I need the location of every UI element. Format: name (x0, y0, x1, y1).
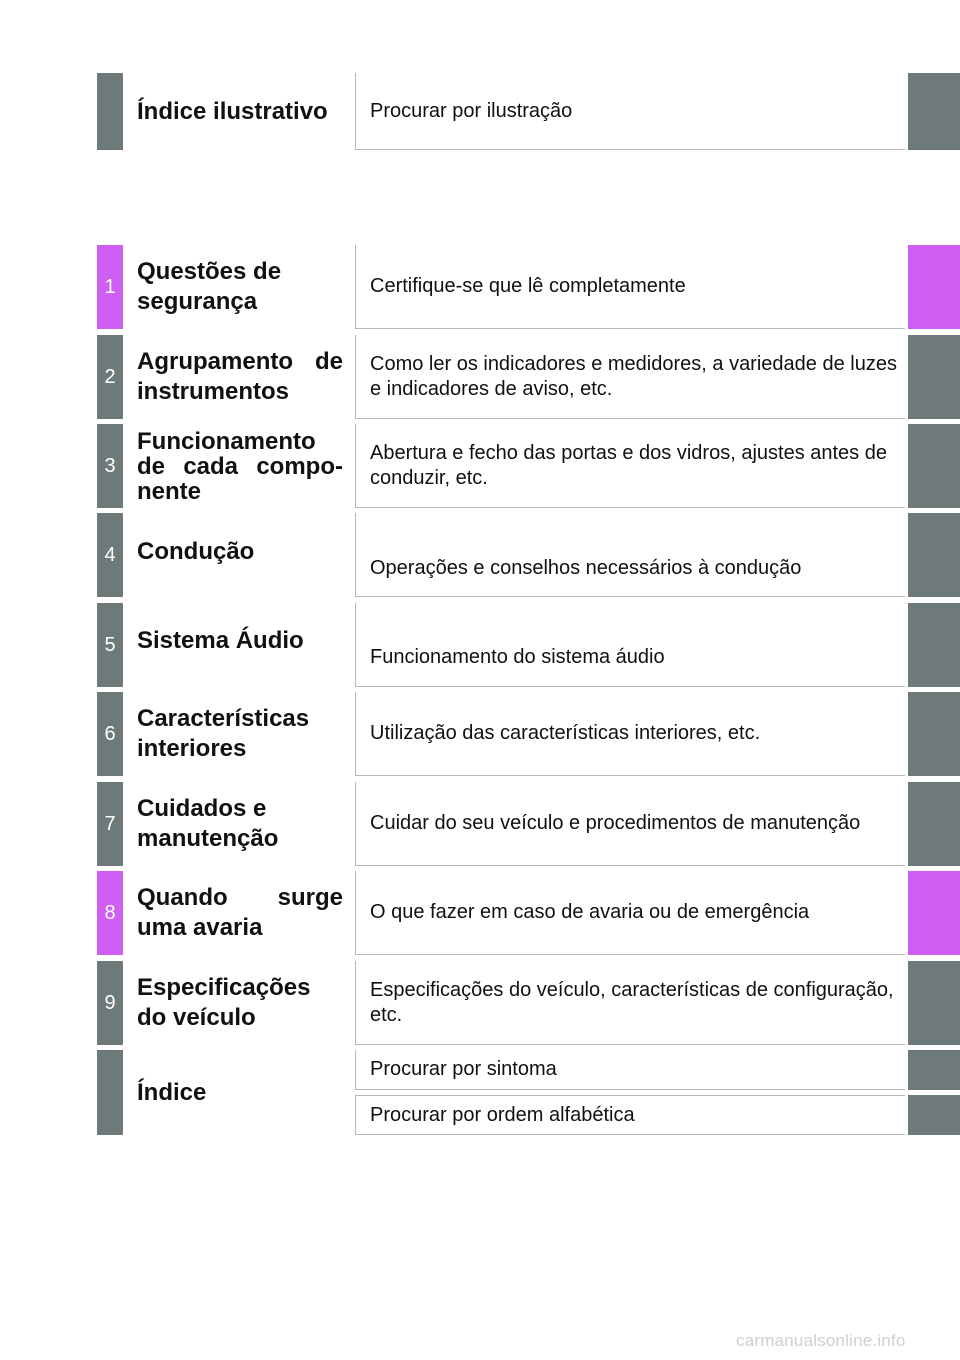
edge-thumb-tab (908, 513, 960, 597)
section-title: Índice ilustrativo (137, 97, 328, 125)
index-item-symptom[interactable]: Procurar por sintoma (355, 1050, 905, 1090)
illustrated-index-row[interactable] (97, 73, 960, 150)
section-description: Procurar por ilustração (355, 73, 905, 150)
section-description: Especificações do veículo, características de configuração, etc. (355, 961, 905, 1045)
toc-index (97, 1050, 960, 1135)
index-item-alphabetical[interactable]: Procurar por ordem alfabética (355, 1095, 905, 1135)
edge-thumb-tab (908, 335, 960, 419)
section-description: Como ler os indicadores e medidores, a variedade de luzes e indicadores de aviso, etc. (355, 335, 905, 419)
section-title: Quando surge uma avaria (137, 884, 343, 941)
edge-thumb-tab (908, 245, 960, 329)
toc-section-9[interactable] (97, 961, 960, 1045)
section-description: Cuidar do seu veículo e procedimentos de manutenção (355, 782, 905, 866)
toc-section-2[interactable] (97, 335, 960, 419)
edge-thumb-tab (908, 782, 960, 866)
section-description: Funcionamento do sistema áudio (355, 603, 905, 687)
edge-thumb-tab (908, 871, 960, 955)
section-number-tab: 2 (97, 335, 123, 419)
section-title: Questões de segurança (137, 258, 282, 315)
section-title: Sistema Áudio (137, 627, 304, 654)
edge-thumb-tab (908, 424, 960, 508)
section-number-tab: 4 (97, 513, 123, 597)
section-number-tab (97, 73, 123, 150)
section-title: Condução (137, 538, 255, 565)
edge-thumb-tab (908, 1095, 960, 1135)
section-number-tab: 6 (97, 692, 123, 776)
section-number-tab: 3 (97, 424, 123, 508)
edge-thumb-tab (908, 692, 960, 776)
toc-section-3[interactable] (97, 424, 960, 508)
toc-section-7[interactable] (97, 782, 960, 866)
section-number-tab (97, 1050, 123, 1135)
toc-section-5[interactable] (97, 603, 960, 687)
edge-thumb-tab (908, 961, 960, 1045)
section-title: Características interiores (137, 705, 310, 762)
section-title: Funcionamento de cada compo-nente (137, 427, 343, 505)
section-title: Cuidados e manutenção (137, 795, 279, 852)
watermark-text: carmanualsonline.info (736, 1331, 906, 1350)
edge-thumb-tab (908, 603, 960, 687)
section-title: Agrupamento de instrumentos (137, 348, 343, 405)
section-number-tab: 5 (97, 603, 123, 687)
toc-section-6[interactable] (97, 692, 960, 776)
edge-thumb-tab (908, 1050, 960, 1090)
section-description: O que fazer em caso de avaria ou de emergência (355, 871, 905, 955)
section-description: Utilização das características interiores, etc. (355, 692, 905, 776)
section-number-tab: 9 (97, 961, 123, 1045)
section-number-tab: 8 (97, 871, 123, 955)
toc-section-1[interactable] (97, 245, 960, 329)
toc-section-4[interactable] (97, 513, 960, 597)
section-description: Abertura e fecho das portas e dos vidros, ajustes antes de conduzir, etc. (355, 424, 905, 508)
toc-section-8[interactable] (97, 871, 960, 955)
section-number-tab: 7 (97, 782, 123, 866)
section-title: Índice (137, 1078, 207, 1106)
section-description: Certifique-se que lê completamente (355, 245, 905, 329)
section-title: Especificações do veículo (137, 974, 311, 1031)
edge-thumb-tab (908, 73, 960, 150)
section-description: Operações e conselhos necessários à condução (355, 513, 905, 597)
section-number-tab: 1 (97, 245, 123, 329)
